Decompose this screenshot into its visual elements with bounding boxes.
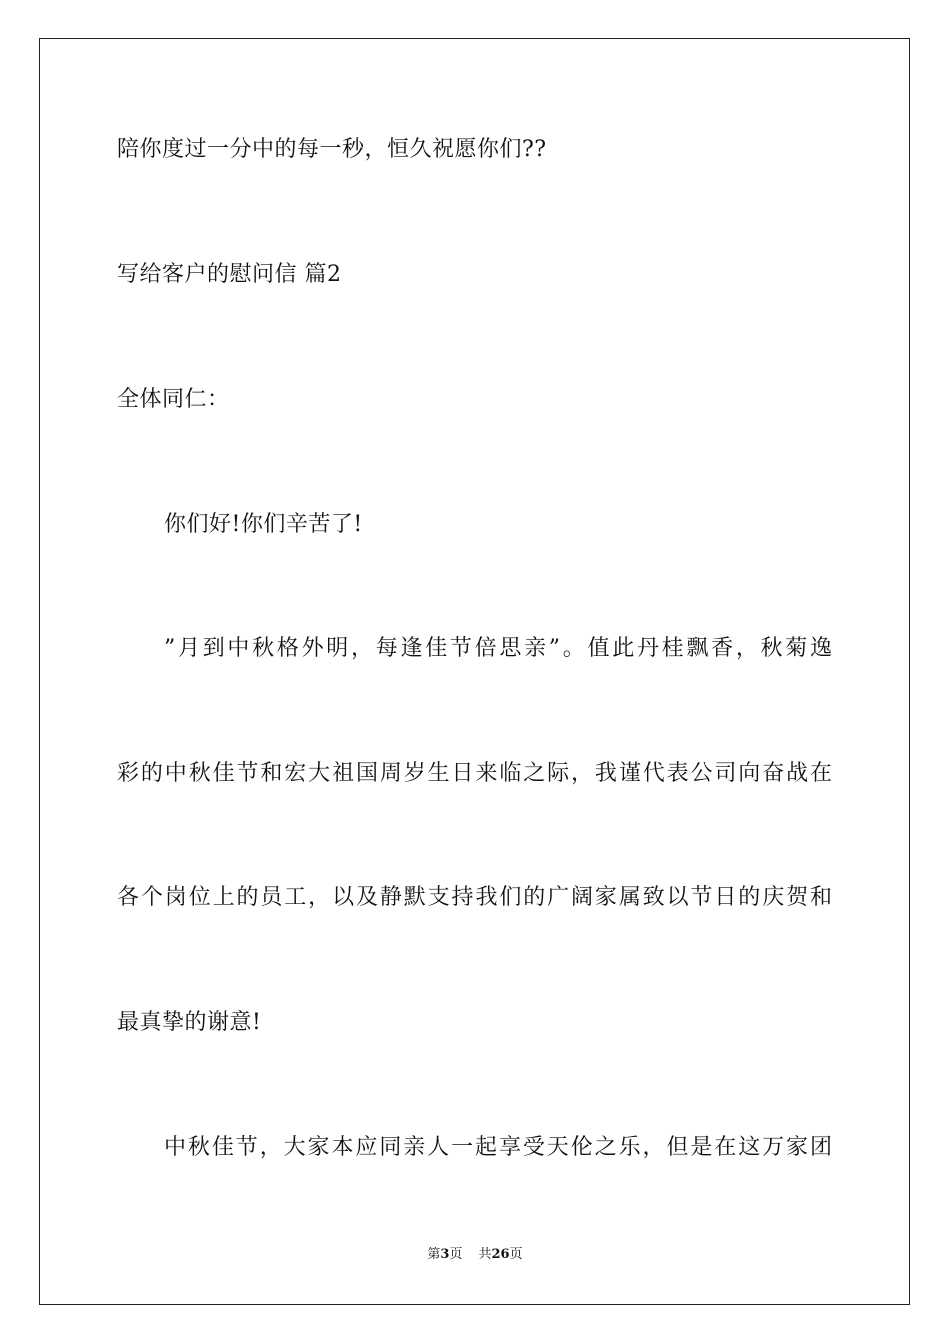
body-paragraph-1-line-2: 彩的中秋佳节和宏大祖国周岁生日来临之际，我谨代表公司向奋战在 xyxy=(117,761,832,786)
page-footer xyxy=(0,1246,950,1264)
body-paragraph-1-line-3: 各个岗位上的员工，以及静默支持我们的广阔家属致以节日的庆贺和 xyxy=(117,885,832,910)
footer-total-prefix: 共 xyxy=(478,1247,492,1262)
body-paragraph-1-line-1: ”月到中秋格外明，每逢佳节倍思亲”。值此丹桂飘香，秋菊逸 xyxy=(164,636,832,661)
body-paragraph-2-line-1: 中秋佳节，大家本应同亲人一起享受天伦之乐，但是在这万家团 xyxy=(164,1135,832,1160)
footer-page-number: 3 xyxy=(440,1247,450,1262)
footer-page-suffix: 页 xyxy=(449,1247,463,1262)
body-paragraph-1-line-4: 最真挚的谢意! xyxy=(117,1010,262,1035)
footer-page-prefix: 第 xyxy=(427,1247,441,1262)
salutation: 全体同仁： xyxy=(117,387,230,412)
page-border xyxy=(39,38,910,1305)
footer-total-suffix: 页 xyxy=(509,1247,523,1262)
section-heading: 写给客户的慰问信 篇2 xyxy=(117,262,342,287)
body-line-1: 陪你度过一分中的每一秒，恒久祝愿你们?? xyxy=(117,137,547,162)
greeting-line: 你们好!你们辛苦了! xyxy=(164,512,363,537)
footer-total-pages: 26 xyxy=(491,1247,510,1262)
